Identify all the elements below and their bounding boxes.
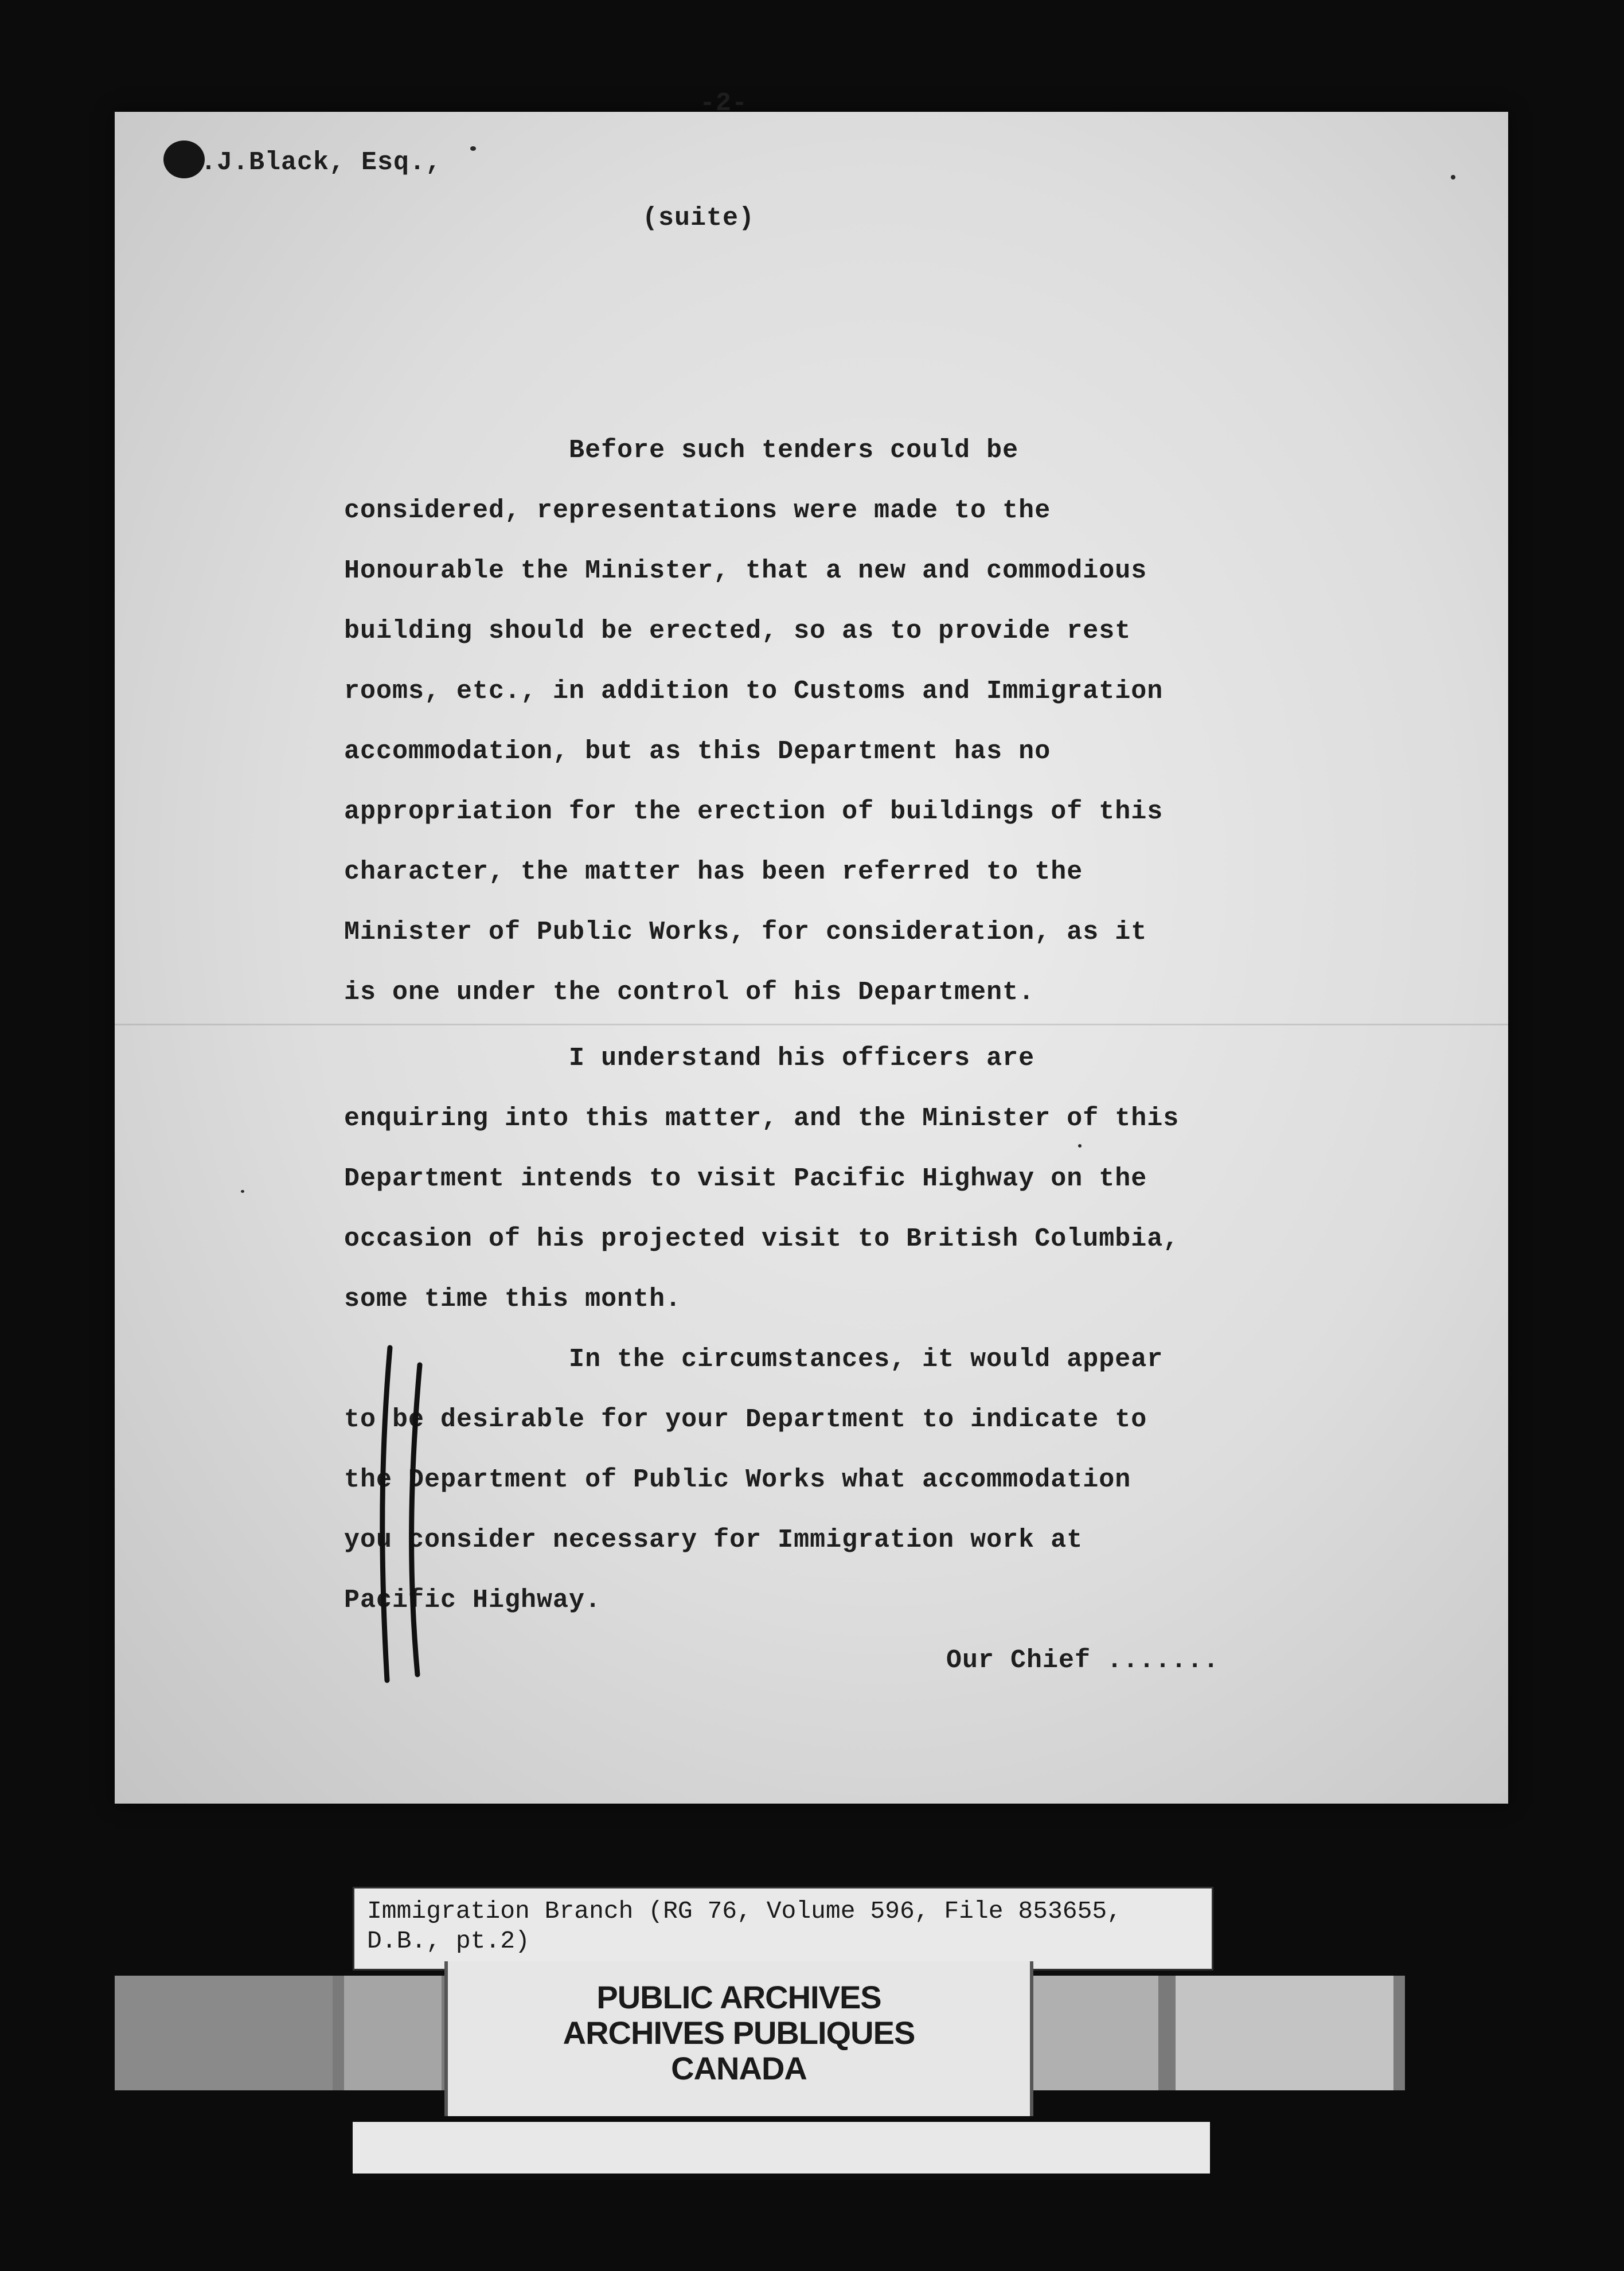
body-line: In the circumstances, it would appear bbox=[344, 1345, 1164, 1374]
archive-reference-text: Immigration Branch (RG 76, Volume 596, File 853655, D.B., pt.2) bbox=[367, 1897, 1122, 1955]
body-line: building should be erected, so as to provide rest bbox=[344, 616, 1131, 646]
body-line: Honourable the Minister, that a new and commodious bbox=[344, 556, 1147, 586]
stamp-line-1: PUBLIC ARCHIVES bbox=[596, 1979, 881, 2015]
suite-note: (suite) bbox=[642, 204, 755, 233]
margin-double-line-mark bbox=[367, 1342, 436, 1686]
body-line: Department intends to visit Pacific Highway on the bbox=[344, 1164, 1147, 1193]
body-line: appropriation for the erection of buildings of this bbox=[344, 797, 1164, 826]
paper-speck bbox=[470, 146, 476, 151]
tape-segment bbox=[344, 1976, 442, 2090]
body-line: considered, representations were made to the bbox=[344, 496, 1051, 525]
body-line: Minister of Public Works, for consideration, as it bbox=[344, 918, 1147, 947]
body-line: some time this month. bbox=[344, 1285, 682, 1314]
page-number: -2- bbox=[700, 89, 748, 118]
ink-blot bbox=[163, 141, 205, 178]
paper-speck bbox=[1078, 1144, 1082, 1148]
tape-segment bbox=[1176, 1976, 1393, 2090]
paper-speck bbox=[241, 1190, 244, 1193]
body-line: occasion of his projected visit to British Columbia, bbox=[344, 1224, 1180, 1254]
body-line: I understand his officers are bbox=[344, 1044, 1035, 1073]
body-line: accommodation, but as this Department has no bbox=[344, 737, 1051, 766]
addressee: .J.Black, Esq., bbox=[201, 148, 442, 177]
tape-segment bbox=[115, 1976, 333, 2090]
archive-reference-label bbox=[353, 1887, 1213, 1970]
body-line: enquiring into this matter, and the Minister of this bbox=[344, 1104, 1180, 1133]
body-line: is one under the control of his Department. bbox=[344, 978, 1035, 1007]
tape-segment bbox=[1032, 1976, 1158, 2090]
body-line: to be desirable for your Department to indicate to bbox=[344, 1405, 1147, 1434]
fold-line bbox=[115, 1024, 1508, 1025]
body-line: rooms, etc., in addition to Customs and Immigration bbox=[344, 677, 1164, 706]
stamp-line-2: ARCHIVES PUBLIQUES bbox=[563, 2015, 915, 2051]
signoff: Our Chief ....... bbox=[946, 1646, 1220, 1675]
body-line: the Department of Public Works what accommodation bbox=[344, 1465, 1131, 1495]
paper-speck bbox=[1451, 175, 1455, 180]
body-line: character, the matter has been referred to the bbox=[344, 857, 1083, 887]
bottom-label-strip bbox=[353, 2122, 1210, 2174]
body-line: Before such tenders could be bbox=[344, 436, 1019, 465]
body-line: Pacific Highway. bbox=[344, 1586, 602, 1615]
stamp-line-3: CANADA bbox=[671, 2050, 807, 2086]
body-line: you consider necessary for Immigration work at bbox=[344, 1525, 1083, 1555]
archives-stamp bbox=[444, 1961, 1033, 2116]
